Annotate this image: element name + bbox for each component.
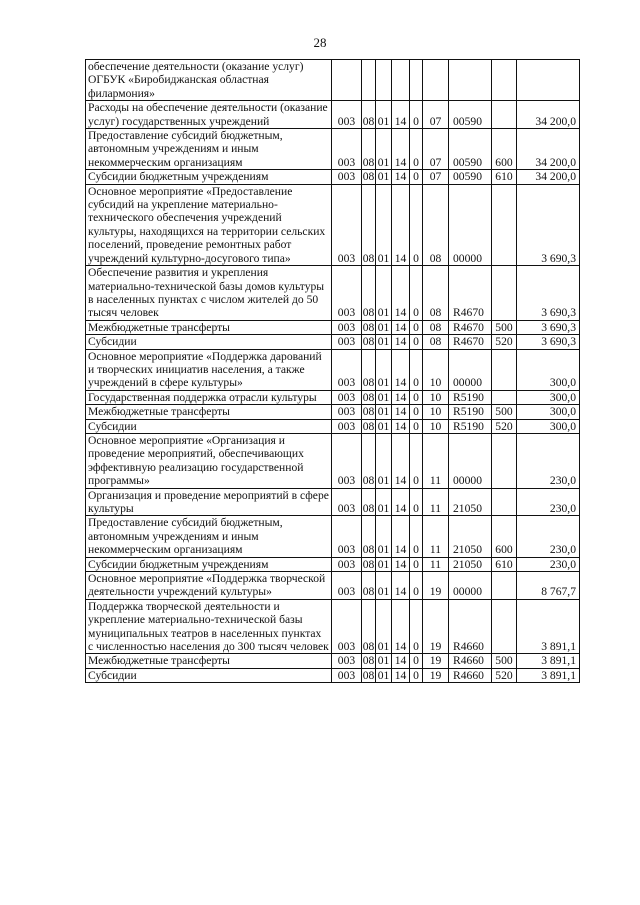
subprogram-code: 0: [410, 129, 423, 170]
direction-code: 21050: [449, 557, 492, 571]
program-code: 14: [392, 419, 410, 433]
main-measure-code: 10: [423, 349, 449, 390]
expense-type-code: 600: [492, 129, 517, 170]
program-code: 14: [392, 390, 410, 404]
glava-code: 003: [332, 572, 362, 600]
expense-type-code: [492, 572, 517, 600]
program-code: 14: [392, 184, 410, 265]
direction-code: 00000: [449, 433, 492, 488]
expense-type-code: 600: [492, 516, 517, 557]
expense-type-code: [492, 349, 517, 390]
row-name: Межбюджетные трансферты: [86, 654, 332, 668]
razdel-code: 08: [362, 516, 376, 557]
subprogram-code: 0: [410, 488, 423, 516]
podrazdel-code: 01: [376, 184, 392, 265]
expense-type-code: [492, 390, 517, 404]
row-name: Основное мероприятие «Поддержка дарований и творческих инициатив населения, а также учреждений в сфере культуры»: [86, 349, 332, 390]
glava-code: 003: [332, 170, 362, 184]
expense-type-code: [492, 266, 517, 321]
row-name: Субсидии: [86, 335, 332, 349]
podrazdel-code: 01: [376, 335, 392, 349]
direction-code: R5190: [449, 390, 492, 404]
program-code: 14: [392, 433, 410, 488]
podrazdel-code: 01: [376, 320, 392, 334]
podrazdel-code: 01: [376, 433, 392, 488]
razdel-code: 08: [362, 390, 375, 404]
direction-code: 00590: [449, 170, 492, 184]
row-name: Организация и проведение мероприятий в сфере культуры: [86, 488, 332, 516]
glava-code: 003: [332, 516, 362, 557]
razdel-code: 08: [362, 433, 376, 488]
program-code: 14: [392, 654, 410, 668]
main-measure-code: 08: [423, 320, 449, 334]
program-code: 14: [392, 335, 410, 349]
main-measure-code: 07: [423, 170, 449, 184]
program-code: 14: [392, 668, 410, 682]
amount: 3 690,3: [517, 266, 580, 321]
table-row: [86, 405, 580, 419]
glava-code: 003: [332, 654, 362, 668]
program-code: 14: [392, 349, 410, 390]
table-row: [86, 654, 580, 668]
table-row: [86, 101, 580, 129]
amount: 8 767,7: [517, 572, 580, 600]
razdel-code: 08: [362, 349, 376, 390]
amount: 230,0: [517, 516, 580, 557]
expense-type-code: 500: [492, 654, 517, 668]
budget-table: [85, 59, 580, 683]
main-measure-code: 08: [423, 266, 449, 321]
glava-code: 003: [332, 129, 362, 170]
budget-table-body: [86, 60, 580, 683]
row-name: Расходы на обеспечение деятельности (оказание услуг) государственных учреждений: [86, 101, 332, 129]
glava-code: 003: [332, 390, 362, 404]
amount: 34 200,0: [517, 170, 580, 184]
glava-code: 003: [332, 349, 362, 390]
row-name: Основное мероприятие «Организация и проведение мероприятий, обеспечивающих эффективную реализацию государственной программы»: [86, 433, 332, 488]
podrazdel-code: 01: [376, 572, 392, 600]
subprogram-code: 0: [410, 101, 423, 129]
glava-code: 003: [332, 488, 362, 516]
program-code: 14: [392, 488, 410, 516]
program-code: 14: [392, 599, 410, 654]
direction-code: R4670: [449, 266, 492, 321]
glava-code: 003: [332, 101, 362, 129]
glava-code: 003: [332, 184, 362, 265]
expense-type-code: 520: [492, 335, 517, 349]
row-name: Поддержка творческой деятельности и укрепление материально-технической базы муниципальных театров в населенных пунктах с численностью населения до 300 тысяч человек: [86, 599, 332, 654]
table-row: [86, 419, 580, 433]
glava-code: 003: [332, 335, 362, 349]
amount: 3 690,3: [517, 320, 580, 334]
table-row: [86, 60, 580, 101]
subprogram-code: 0: [410, 390, 423, 404]
main-measure-code: 07: [423, 129, 449, 170]
podrazdel-code: 01: [376, 170, 392, 184]
row-name: Субсидии: [86, 419, 332, 433]
expense-type-code: [492, 101, 517, 129]
row-name: Государственная поддержка отрасли культуры: [86, 390, 332, 404]
table-row: [86, 129, 580, 170]
expense-type-code: 500: [492, 320, 517, 334]
row-name: Обеспечение развития и укрепления материально-технической базы домов культуры в населенных пунктах с числом жителей до 50 тысяч человек: [86, 266, 332, 321]
expense-type-code: 520: [492, 419, 517, 433]
subprogram-code: 0: [410, 320, 423, 334]
razdel-code: 08: [362, 654, 375, 668]
amount: 230,0: [517, 433, 580, 488]
amount: 300,0: [517, 405, 580, 419]
podrazdel-code: 01: [376, 488, 392, 516]
razdel-code: 08: [362, 599, 376, 654]
amount: 230,0: [517, 557, 580, 571]
amount: 3 690,3: [517, 184, 580, 265]
direction-code: R4670: [449, 335, 492, 349]
expense-type-code: 500: [492, 405, 517, 419]
direction-code: R4660: [449, 599, 492, 654]
main-measure-code: 19: [423, 668, 449, 682]
razdel-code: 08: [362, 488, 376, 516]
podrazdel-code: 01: [376, 668, 392, 682]
amount: 230,0: [517, 488, 580, 516]
podrazdel-code: 01: [376, 101, 392, 129]
subprogram-code: 0: [410, 557, 423, 571]
program-code: 14: [392, 170, 410, 184]
glava-code: 003: [332, 433, 362, 488]
main-measure-code: [423, 60, 449, 101]
direction-code: 21050: [449, 516, 492, 557]
table-row: [86, 266, 580, 321]
razdel-code: 08: [362, 335, 375, 349]
main-measure-code: 08: [423, 335, 449, 349]
razdel-code: [362, 60, 376, 101]
program-code: 14: [392, 557, 410, 571]
amount: 300,0: [517, 349, 580, 390]
expense-type-code: 610: [492, 557, 517, 571]
direction-code: R4660: [449, 654, 492, 668]
amount: 300,0: [517, 390, 580, 404]
razdel-code: 08: [362, 320, 375, 334]
table-row: [86, 488, 580, 516]
row-name: Субсидии бюджетным учреждениям: [86, 557, 332, 571]
main-measure-code: 10: [423, 419, 449, 433]
podrazdel-code: [376, 60, 392, 101]
amount: 34 200,0: [517, 101, 580, 129]
table-row: [86, 390, 580, 404]
direction-code: R4670: [449, 320, 492, 334]
direction-code: 00000: [449, 184, 492, 265]
podrazdel-code: 01: [376, 654, 392, 668]
glava-code: 003: [332, 320, 362, 334]
amount: 3 891,1: [517, 654, 580, 668]
subprogram-code: 0: [410, 335, 423, 349]
main-measure-code: 08: [423, 184, 449, 265]
expense-type-code: [492, 488, 517, 516]
razdel-code: 08: [362, 170, 375, 184]
glava-code: 003: [332, 419, 362, 433]
podrazdel-code: 01: [376, 349, 392, 390]
program-code: 14: [392, 405, 410, 419]
expense-type-code: [492, 184, 517, 265]
subprogram-code: 0: [410, 654, 423, 668]
program-code: 14: [392, 129, 410, 170]
program-code: 14: [392, 572, 410, 600]
amount: 3 690,3: [517, 335, 580, 349]
row-name: Межбюджетные трансферты: [86, 320, 332, 334]
program-code: 14: [392, 320, 410, 334]
direction-code: 00000: [449, 572, 492, 600]
program-code: 14: [392, 516, 410, 557]
direction-code: [449, 60, 492, 101]
main-measure-code: 10: [423, 390, 449, 404]
expense-type-code: [492, 599, 517, 654]
razdel-code: 08: [362, 184, 376, 265]
main-measure-code: 19: [423, 599, 449, 654]
razdel-code: 08: [362, 668, 375, 682]
podrazdel-code: 01: [376, 129, 392, 170]
subprogram-code: 0: [410, 419, 423, 433]
direction-code: 00000: [449, 349, 492, 390]
razdel-code: 08: [362, 557, 375, 571]
table-row: [86, 170, 580, 184]
podrazdel-code: 01: [376, 599, 392, 654]
subprogram-code: 0: [410, 405, 423, 419]
subprogram-code: [410, 60, 423, 101]
amount: 3 891,1: [517, 599, 580, 654]
razdel-code: 08: [362, 129, 376, 170]
program-code: 14: [392, 101, 410, 129]
row-name: Основное мероприятие «Поддержка творческой деятельности учреждений культуры»: [86, 572, 332, 600]
subprogram-code: 0: [410, 599, 423, 654]
row-name: Предоставление субсидий бюджетным, автономным учреждениям и иным некоммерческим организациям: [86, 516, 332, 557]
table-row: [86, 668, 580, 682]
subprogram-code: 0: [410, 516, 423, 557]
expense-type-code: [492, 60, 517, 101]
podrazdel-code: 01: [376, 390, 392, 404]
razdel-code: 08: [362, 572, 376, 600]
direction-code: R5190: [449, 405, 492, 419]
glava-code: [332, 60, 362, 101]
row-name: Субсидии бюджетным учреждениям: [86, 170, 332, 184]
podrazdel-code: 01: [376, 405, 392, 419]
razdel-code: 08: [362, 419, 375, 433]
program-code: [392, 60, 410, 101]
table-row: [86, 599, 580, 654]
table-row: [86, 349, 580, 390]
table-row: [86, 557, 580, 571]
expense-type-code: 610: [492, 170, 517, 184]
direction-code: R5190: [449, 419, 492, 433]
table-row: [86, 184, 580, 265]
glava-code: 003: [332, 266, 362, 321]
row-name: Межбюджетные трансферты: [86, 405, 332, 419]
glava-code: 003: [332, 557, 362, 571]
program-code: 14: [392, 266, 410, 321]
main-measure-code: 19: [423, 654, 449, 668]
expense-type-code: 520: [492, 668, 517, 682]
main-measure-code: 07: [423, 101, 449, 129]
table-row: [86, 335, 580, 349]
main-measure-code: 11: [423, 516, 449, 557]
direction-code: R4660: [449, 668, 492, 682]
podrazdel-code: 01: [376, 557, 392, 571]
page-number: 28: [313, 35, 327, 50]
razdel-code: 08: [362, 266, 376, 321]
subprogram-code: 0: [410, 266, 423, 321]
main-measure-code: 11: [423, 557, 449, 571]
subprogram-code: 0: [410, 170, 423, 184]
amount: [517, 60, 580, 101]
subprogram-code: 0: [410, 349, 423, 390]
subprogram-code: 0: [410, 572, 423, 600]
main-measure-code: 11: [423, 488, 449, 516]
row-name: Субсидии: [86, 668, 332, 682]
subprogram-code: 0: [410, 433, 423, 488]
podrazdel-code: 01: [376, 419, 392, 433]
main-measure-code: 10: [423, 405, 449, 419]
subprogram-code: 0: [410, 184, 423, 265]
glava-code: 003: [332, 405, 362, 419]
direction-code: 00590: [449, 101, 492, 129]
amount: 34 200,0: [517, 129, 580, 170]
main-measure-code: 19: [423, 572, 449, 600]
glava-code: 003: [332, 668, 362, 682]
row-name: Предоставление субсидий бюджетным, автономным учреждениям и иным некоммерческим организациям: [86, 129, 332, 170]
table-row: [86, 572, 580, 600]
direction-code: 21050: [449, 488, 492, 516]
subprogram-code: 0: [410, 668, 423, 682]
table-row: [86, 320, 580, 334]
podrazdel-code: 01: [376, 266, 392, 321]
amount: 300,0: [517, 419, 580, 433]
razdel-code: 08: [362, 101, 376, 129]
direction-code: 00590: [449, 129, 492, 170]
row-name: Основное мероприятие «Предоставление субсидий на укрепление материально-технического обеспечения учреждений культуры, находящихся на территории сельских поселений, проведение ремонтных работ учреждений культурно-досугового типа»: [86, 184, 332, 265]
expense-type-code: [492, 433, 517, 488]
table-row: [86, 433, 580, 488]
row-name: обеспечение деятельности (оказание услуг) ОГБУК «Биробиджанская областная филармония»: [86, 60, 332, 101]
amount: 3 891,1: [517, 668, 580, 682]
main-measure-code: 11: [423, 433, 449, 488]
podrazdel-code: 01: [376, 516, 392, 557]
razdel-code: 08: [362, 405, 375, 419]
glava-code: 003: [332, 599, 362, 654]
table-row: [86, 516, 580, 557]
